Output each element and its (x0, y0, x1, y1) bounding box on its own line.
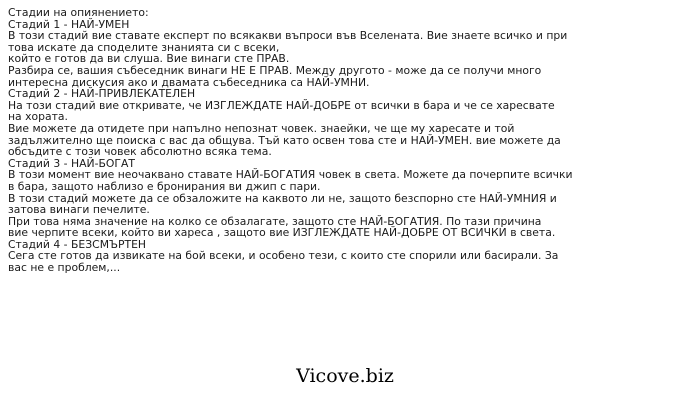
stage-4-heading: Стадий 4 - БЕЗСМЪРТЕН (8, 237, 147, 251)
stage-1-heading: Стадий 1 - НАЙ-УМЕН (8, 17, 130, 31)
site-watermark: Vicove.biz (296, 365, 394, 387)
text-line: Вие можете да отидете при напълно непознат човек. знаейки, че ще му харесате и той (8, 121, 515, 135)
joke-text (8, 7, 680, 274)
text-line: При това няма значение на колко се обзалагате, защото сте НАЙ-БОГАТИЯ. По тази причина (8, 214, 542, 228)
text-line: на хората. (8, 110, 68, 124)
text-line: вас не е проблем,... (8, 261, 121, 275)
text-line: На този стадий вие откривате, че ИЗГЛЕЖДАТЕ НАЙ-ДОБРЕ от всички в бара и че се харесвате (8, 98, 555, 112)
intro-heading: Стадии на опиянението: (8, 6, 149, 19)
stage-3-heading: Стадий 3 - НАЙ-БОГАТ (8, 156, 135, 170)
text-line: това искате да споделите знанията си с всеки, (8, 40, 280, 54)
text-line: затова винаги печелите. (8, 203, 150, 217)
text-line: интересна дискусия ако и двамата събеседника са НАЙ-УМНИ. (8, 75, 370, 89)
text-line: В този стадий можете да се обзаложите на каквото ли не, защото безспорно сте НАЙ-УМНИЯ и (8, 191, 557, 205)
text-line: В този стадий вие ставате експерт по всякакви въпроси във Вселената. Вие знаете всичко и при (8, 29, 568, 43)
stage-2-heading: Стадий 2 - НАЙ-ПРИВЛЕКАТЕЛЕН (8, 87, 196, 101)
text-line: вие черпите всеки, който ви хареса , защото вие ИЗГЛЕЖДАТЕ НАЙ-ДОБРЕ ОТ ВСИЧКИ в света. (8, 226, 556, 240)
text-line: обсъдите с този човек абсолютно всяка тема. (8, 145, 272, 159)
text-line: В този момент вие неочаквано ставате НАЙ-БОГАТИЯ човек в света. Можете да почерпите всички (8, 168, 573, 182)
text-line: който е готов да ви слуша. Вие винаги сте ПРАВ. (8, 52, 290, 66)
text-line: Сега сте готов да извикате на бой всеки, и особено тези, с които сте спорили или басирали. За (8, 249, 559, 263)
text-line: Разбира се, вашия събеседник винаги НЕ Е ПРАВ. Между другото - може да се получи много (8, 63, 542, 77)
text-line: задължително ще поиска с вас да общува. Тъй като освен това сте и НАЙ-УМЕН. вие можете да (8, 133, 561, 147)
text-line: в бара, защото наблизо е бронирания ви джип с пари. (8, 179, 321, 193)
